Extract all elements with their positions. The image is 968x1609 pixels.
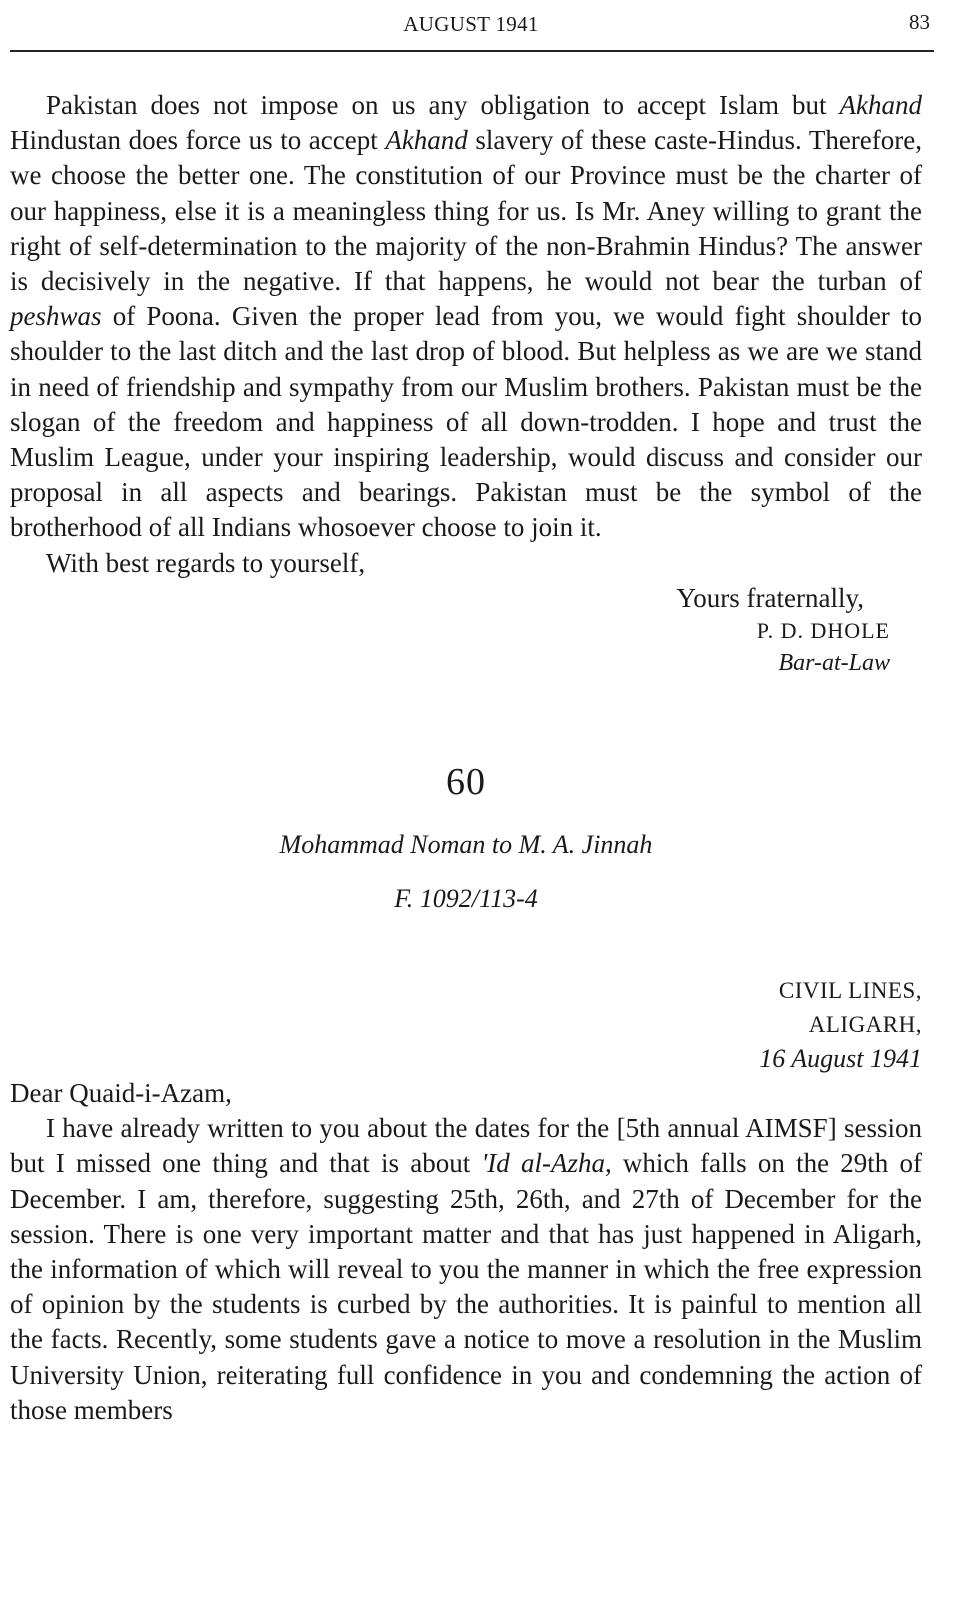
regards-line: With best regards to yourself, [46,547,366,578]
italic-term-akhand: Akhand [839,90,922,120]
letter-date: 16 August 1941 [759,1044,922,1074]
letter-60-paragraph [10,1111,922,1428]
page-number: 83 [909,10,930,34]
text-run: of Poona. Given the proper lead from you, we would fight shoulder to shoulder to the last ditch and the last drop of blood. But helpless as we are we stand in need of friendship and sympathy from our Muslim brothers. Pakistan must be the slogan of the freedom and happiness of all down-trodden. I hope and trust the Muslim League, under your inspiring leadership, would discuss and consider our proposal in all aspects and bearings. Pakistan must be the symbol of the brotherhood of all Indians whosoever choose to join it. [10,301,922,543]
text-run: I have already written to you about the dates for the [5th annual AIMSF] session but I missed one thing and that is about [10,1113,922,1179]
running-header [10,8,932,44]
italic-term-peshwas: peshwas [10,301,102,332]
text-run: Pakistan does not impose on us any obligation to accept Islam but [46,90,840,120]
text-run: slavery of these caste-Hindus. Therefore, we choose the better one. The constitution of our Province must be the charter of our happiness, else it is a meaningless thing for us. Is Mr. Aney willing to grant the right of self-determination to the majority of the non-Brahmin Hindus? The answer is decisively in the negative. If that happens, he would not bear the turban of [10,125,922,297]
header-rule [10,50,934,52]
italic-term-id-al-azha: 'Id al-Azha, [481,1148,612,1179]
sender-address-line: ALIGARH, [808,1012,922,1038]
document-number: 60 [446,761,486,804]
file-reference: F. 1092/113-4 [394,884,538,914]
signatory-name: P. D. DHOLE [756,618,890,644]
document-title: Mohammad Noman to M. A. Jinnah [279,830,653,860]
text-run: Hindustan does force us to accept [10,125,386,156]
sender-address-line: CIVIL LINES, [778,978,922,1004]
salutation: Dear Quaid-i-Azam, [10,1078,232,1109]
page-body [10,88,922,1428]
signatory-designation: Bar-at-Law [778,650,890,677]
text-run: which falls on the 29th of December. I am, therefore, suggesting 25th, 26th, and 27th of December for the session. There is one very important matter and that has just happened in Aligarh, the information of which will reveal to you the manner in which the free expression of opinion by the students is curbed by the authorities. It is painful to mention all the facts. Recently, some students gave a notice to move a resolution in the Muslim University Union, reiterating full confidence in you and condemning the action of those members [10,1148,922,1425]
running-head: AUGUST 1941 [403,12,539,36]
letter-59-paragraph [10,88,922,546]
complimentary-close: Yours fraternally, [676,582,864,613]
italic-term-akhand: Akhand [385,125,468,156]
